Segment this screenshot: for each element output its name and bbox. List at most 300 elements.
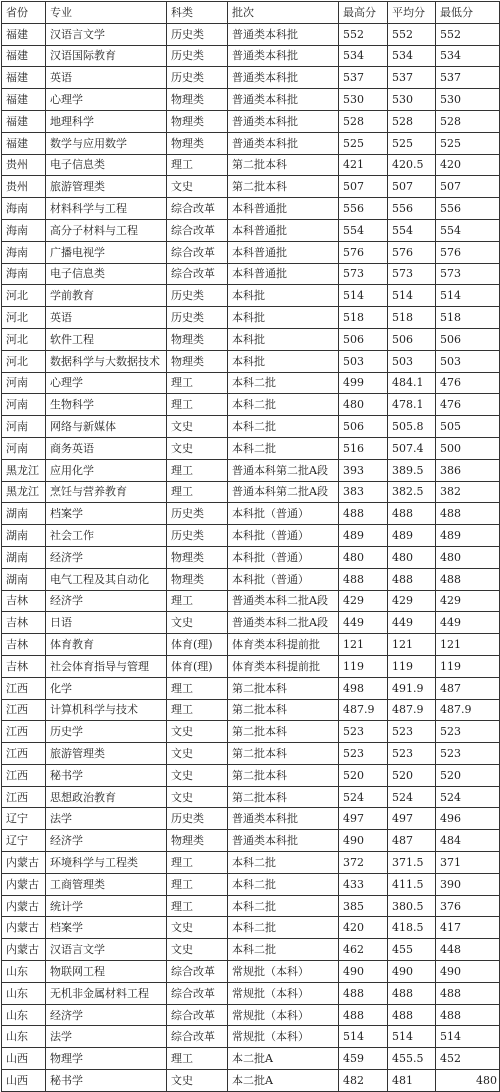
cell-category: 文史 xyxy=(167,743,228,765)
cell-max-score: 119 xyxy=(339,655,388,677)
cell-major: 经济学 xyxy=(46,590,167,612)
cell-avg-score: 505.8 xyxy=(388,416,436,438)
cell-min-score: 525 xyxy=(436,132,500,154)
cell-category: 物理类 xyxy=(167,89,228,111)
cell-category: 理工 xyxy=(167,481,228,503)
table-row xyxy=(2,154,500,176)
cell-min-score: 420 xyxy=(436,154,500,176)
cell-major: 商务英语 xyxy=(46,437,167,459)
cell-category: 物理类 xyxy=(167,830,228,852)
cell-category: 历史类 xyxy=(167,285,228,307)
header-category: 科类 xyxy=(167,2,228,24)
table-row xyxy=(2,219,500,241)
cell-min-score: 429 xyxy=(436,590,500,612)
cell-batch: 本科批（普通） xyxy=(228,503,339,525)
cell-min-score: 417 xyxy=(436,917,500,939)
cell-min-score: 514 xyxy=(436,1026,500,1048)
cell-max-score: 480 xyxy=(339,394,388,416)
table-row xyxy=(2,895,500,917)
cell-batch: 常规批（本科） xyxy=(228,961,339,983)
cell-avg-score: 488 xyxy=(388,503,436,525)
cell-batch: 普通类本科二批A段 xyxy=(228,612,339,634)
cell-category: 理工 xyxy=(167,852,228,874)
table-row xyxy=(2,1070,500,1092)
cell-category: 文史 xyxy=(167,917,228,939)
cell-max-score: 487.9 xyxy=(339,699,388,721)
cell-avg-score: 576 xyxy=(388,241,436,263)
cell-category: 历史类 xyxy=(167,45,228,67)
table-row xyxy=(2,525,500,547)
cell-major: 计算机科学与技术 xyxy=(46,699,167,721)
cell-batch: 第二批本科 xyxy=(228,176,339,198)
cell-avg-score: 556 xyxy=(388,198,436,220)
cell-major: 法学 xyxy=(46,808,167,830)
cell-min-score: 537 xyxy=(436,67,500,89)
cell-avg-score: 455.5 xyxy=(388,1048,436,1070)
cell-batch: 常规批（本科） xyxy=(228,1004,339,1026)
cell-avg-score: 489 xyxy=(388,525,436,547)
cell-province: 海南 xyxy=(2,219,46,241)
cell-batch: 第二批本科 xyxy=(228,721,339,743)
cell-avg-score: 121 xyxy=(388,634,436,656)
cell-category: 历史类 xyxy=(167,307,228,329)
cell-category: 历史类 xyxy=(167,67,228,89)
cell-category: 物理类 xyxy=(167,328,228,350)
cell-major: 旅游管理类 xyxy=(46,176,167,198)
cell-max-score: 385 xyxy=(339,895,388,917)
cell-category: 文史 xyxy=(167,176,228,198)
cell-max-score: 520 xyxy=(339,764,388,786)
cell-max-score: 121 xyxy=(339,634,388,656)
cell-max-score: 488 xyxy=(339,1004,388,1026)
cell-province: 山东 xyxy=(2,961,46,983)
cell-avg-score: 518 xyxy=(388,307,436,329)
table-row xyxy=(2,1048,500,1070)
cell-batch: 本科二批 xyxy=(228,372,339,394)
cell-batch: 本科普通批 xyxy=(228,241,339,263)
cell-min-score: 476 xyxy=(436,372,500,394)
cell-category: 物理类 xyxy=(167,546,228,568)
cell-batch: 本科批 xyxy=(228,285,339,307)
cell-max-score: 372 xyxy=(339,852,388,874)
cell-avg-score: 534 xyxy=(388,45,436,67)
cell-category: 体育(理) xyxy=(167,634,228,656)
cell-max-score: 573 xyxy=(339,263,388,285)
cell-min-score: 480 xyxy=(436,1070,500,1092)
cell-province: 江西 xyxy=(2,786,46,808)
cell-major: 经济学 xyxy=(46,830,167,852)
cell-major: 英语 xyxy=(46,67,167,89)
cell-major: 高分子材料与工程 xyxy=(46,219,167,241)
cell-max-score: 523 xyxy=(339,743,388,765)
cell-province: 福建 xyxy=(2,67,46,89)
table-row xyxy=(2,830,500,852)
cell-batch: 第二批本科 xyxy=(228,677,339,699)
cell-province: 内蒙古 xyxy=(2,852,46,874)
cell-major: 经济学 xyxy=(46,1004,167,1026)
cell-category: 物理类 xyxy=(167,350,228,372)
cell-avg-score: 507 xyxy=(388,176,436,198)
table-header xyxy=(2,2,500,24)
cell-max-score: 506 xyxy=(339,328,388,350)
cell-province: 内蒙古 xyxy=(2,917,46,939)
cell-avg-score: 503 xyxy=(388,350,436,372)
cell-min-score: 386 xyxy=(436,459,500,481)
cell-batch: 普通类本科批 xyxy=(228,808,339,830)
cell-batch: 本科批 xyxy=(228,350,339,372)
cell-major: 旅游管理类 xyxy=(46,743,167,765)
table-row xyxy=(2,416,500,438)
cell-max-score: 420 xyxy=(339,917,388,939)
cell-batch: 第二批本科 xyxy=(228,764,339,786)
cell-avg-score: 554 xyxy=(388,219,436,241)
cell-max-score: 499 xyxy=(339,372,388,394)
cell-batch: 普通类本科批 xyxy=(228,45,339,67)
cell-avg-score: 507.4 xyxy=(388,437,436,459)
cell-major: 法学 xyxy=(46,1026,167,1048)
table-row xyxy=(2,568,500,590)
cell-province: 河南 xyxy=(2,416,46,438)
cell-major: 心理学 xyxy=(46,372,167,394)
table-row xyxy=(2,546,500,568)
cell-province: 山东 xyxy=(2,1026,46,1048)
cell-avg-score: 537 xyxy=(388,67,436,89)
cell-batch: 体育类本科提前批 xyxy=(228,655,339,677)
table-body xyxy=(2,23,500,1091)
cell-province: 河南 xyxy=(2,394,46,416)
cell-max-score: 525 xyxy=(339,132,388,154)
cell-max-score: 556 xyxy=(339,198,388,220)
cell-max-score: 530 xyxy=(339,89,388,111)
cell-avg-score: 487.9 xyxy=(388,699,436,721)
cell-province: 吉林 xyxy=(2,655,46,677)
table-row xyxy=(2,67,500,89)
cell-max-score: 554 xyxy=(339,219,388,241)
cell-avg-score: 478.1 xyxy=(388,394,436,416)
cell-min-score: 518 xyxy=(436,307,500,329)
cell-max-score: 490 xyxy=(339,830,388,852)
cell-major: 秘书学 xyxy=(46,1070,167,1092)
cell-avg-score: 420.5 xyxy=(388,154,436,176)
cell-major: 数学与应用数学 xyxy=(46,132,167,154)
cell-province: 吉林 xyxy=(2,612,46,634)
table-row xyxy=(2,459,500,481)
cell-batch: 第二批本科 xyxy=(228,743,339,765)
cell-category: 理工 xyxy=(167,154,228,176)
cell-min-score: 530 xyxy=(436,89,500,111)
table-row xyxy=(2,350,500,372)
cell-province: 贵州 xyxy=(2,154,46,176)
cell-major: 工商管理类 xyxy=(46,873,167,895)
header-avg-score: 平均分 xyxy=(388,2,436,24)
table-row xyxy=(2,503,500,525)
cell-batch: 本科普通批 xyxy=(228,219,339,241)
cell-min-score: 448 xyxy=(436,939,500,961)
cell-province: 山西 xyxy=(2,1070,46,1092)
cell-province: 福建 xyxy=(2,132,46,154)
table-row xyxy=(2,961,500,983)
table-row xyxy=(2,634,500,656)
table-row xyxy=(2,1026,500,1048)
cell-batch: 本科二批 xyxy=(228,873,339,895)
cell-major: 历史学 xyxy=(46,721,167,743)
cell-batch: 本二批A xyxy=(228,1070,339,1092)
cell-max-score: 514 xyxy=(339,1026,388,1048)
cell-major: 汉语国际教育 xyxy=(46,45,167,67)
cell-province: 湖南 xyxy=(2,546,46,568)
cell-province: 黑龙江 xyxy=(2,481,46,503)
cell-batch: 本二批A xyxy=(228,1048,339,1070)
cell-min-score: 371 xyxy=(436,852,500,874)
cell-min-score: 506 xyxy=(436,328,500,350)
cell-avg-score: 497 xyxy=(388,808,436,830)
cell-category: 物理类 xyxy=(167,132,228,154)
cell-avg-score: 514 xyxy=(388,1026,436,1048)
cell-avg-score: 514 xyxy=(388,285,436,307)
cell-avg-score: 371.5 xyxy=(388,852,436,874)
cell-category: 综合改革 xyxy=(167,1026,228,1048)
table-row xyxy=(2,721,500,743)
cell-category: 文史 xyxy=(167,721,228,743)
cell-major: 应用化学 xyxy=(46,459,167,481)
cell-avg-score: 523 xyxy=(388,743,436,765)
cell-avg-score: 520 xyxy=(388,764,436,786)
cell-min-score: 390 xyxy=(436,873,500,895)
cell-batch: 第二批本科 xyxy=(228,154,339,176)
cell-major: 电子信息类 xyxy=(46,263,167,285)
cell-province: 内蒙古 xyxy=(2,895,46,917)
cell-category: 理工 xyxy=(167,372,228,394)
table-row xyxy=(2,132,500,154)
cell-min-score: 556 xyxy=(436,198,500,220)
cell-batch: 常规批（本科） xyxy=(228,982,339,1004)
cell-category: 历史类 xyxy=(167,808,228,830)
cell-major: 英语 xyxy=(46,307,167,329)
cell-avg-score: 552 xyxy=(388,23,436,45)
cell-batch: 本科批 xyxy=(228,328,339,350)
cell-max-score: 576 xyxy=(339,241,388,263)
cell-max-score: 537 xyxy=(339,67,388,89)
cell-batch: 本科二批 xyxy=(228,394,339,416)
cell-category: 综合改革 xyxy=(167,961,228,983)
cell-max-score: 383 xyxy=(339,481,388,503)
cell-max-score: 506 xyxy=(339,416,388,438)
cell-province: 内蒙古 xyxy=(2,939,46,961)
cell-major: 汉语言文学 xyxy=(46,939,167,961)
table-row xyxy=(2,743,500,765)
cell-category: 理工 xyxy=(167,895,228,917)
cell-major: 电子信息类 xyxy=(46,154,167,176)
table-row xyxy=(2,23,500,45)
cell-batch: 普通类本科批 xyxy=(228,110,339,132)
table-row xyxy=(2,328,500,350)
cell-max-score: 552 xyxy=(339,23,388,45)
cell-min-score: 576 xyxy=(436,241,500,263)
cell-category: 综合改革 xyxy=(167,198,228,220)
cell-min-score: 573 xyxy=(436,263,500,285)
table-row xyxy=(2,307,500,329)
cell-batch: 本科普通批 xyxy=(228,263,339,285)
cell-major: 软件工程 xyxy=(46,328,167,350)
cell-major: 生物科学 xyxy=(46,394,167,416)
cell-category: 文史 xyxy=(167,1070,228,1092)
cell-category: 文史 xyxy=(167,437,228,459)
cell-category: 历史类 xyxy=(167,23,228,45)
cell-province: 辽宁 xyxy=(2,830,46,852)
cell-min-score: 503 xyxy=(436,350,500,372)
cell-batch: 第二批本科 xyxy=(228,786,339,808)
cell-min-score: 514 xyxy=(436,285,500,307)
cell-category: 综合改革 xyxy=(167,263,228,285)
table-row xyxy=(2,481,500,503)
cell-avg-score: 484.1 xyxy=(388,372,436,394)
cell-batch: 常规批（本科） xyxy=(228,1026,339,1048)
cell-major: 电气工程及其自动化 xyxy=(46,568,167,590)
cell-category: 理工 xyxy=(167,873,228,895)
cell-max-score: 489 xyxy=(339,525,388,547)
cell-avg-score: 490 xyxy=(388,961,436,983)
cell-major: 社会体育指导与管理 xyxy=(46,655,167,677)
cell-major: 思想政治教育 xyxy=(46,786,167,808)
cell-avg-score: 523 xyxy=(388,721,436,743)
cell-batch: 本科普通批 xyxy=(228,198,339,220)
cell-max-score: 534 xyxy=(339,45,388,67)
cell-max-score: 518 xyxy=(339,307,388,329)
cell-avg-score: 528 xyxy=(388,110,436,132)
table-row xyxy=(2,437,500,459)
cell-province: 内蒙古 xyxy=(2,873,46,895)
cell-category: 理工 xyxy=(167,590,228,612)
cell-province: 吉林 xyxy=(2,590,46,612)
cell-major: 物理学 xyxy=(46,1048,167,1070)
cell-category: 理工 xyxy=(167,677,228,699)
cell-major: 无机非金属材料工程 xyxy=(46,982,167,1004)
table-row xyxy=(2,808,500,830)
cell-min-score: 452 xyxy=(436,1048,500,1070)
table-row xyxy=(2,394,500,416)
cell-batch: 体育类本科提前批 xyxy=(228,634,339,656)
cell-batch: 普通本科第二批A段 xyxy=(228,481,339,503)
cell-max-score: 459 xyxy=(339,1048,388,1070)
cell-major: 档案学 xyxy=(46,503,167,525)
header-batch: 批次 xyxy=(228,2,339,24)
admission-scores-table xyxy=(1,1,500,1092)
cell-category: 物理类 xyxy=(167,568,228,590)
cell-avg-score: 530 xyxy=(388,89,436,111)
cell-major: 秘书学 xyxy=(46,764,167,786)
cell-avg-score: 411.5 xyxy=(388,873,436,895)
cell-batch: 本科批 xyxy=(228,307,339,329)
cell-category: 综合改革 xyxy=(167,1004,228,1026)
cell-province: 河北 xyxy=(2,328,46,350)
header-min-score: 最低分 xyxy=(436,2,500,24)
cell-max-score: 528 xyxy=(339,110,388,132)
table-row xyxy=(2,655,500,677)
cell-batch: 普通类本科二批A段 xyxy=(228,590,339,612)
cell-max-score: 523 xyxy=(339,721,388,743)
cell-max-score: 488 xyxy=(339,568,388,590)
table-row xyxy=(2,852,500,874)
cell-batch: 普通类本科批 xyxy=(228,132,339,154)
cell-category: 文史 xyxy=(167,939,228,961)
cell-province: 海南 xyxy=(2,198,46,220)
cell-min-score: 505 xyxy=(436,416,500,438)
cell-min-score: 552 xyxy=(436,23,500,45)
cell-max-score: 480 xyxy=(339,546,388,568)
cell-min-score: 507 xyxy=(436,176,500,198)
cell-min-score: 119 xyxy=(436,655,500,677)
cell-avg-score: 524 xyxy=(388,786,436,808)
cell-max-score: 503 xyxy=(339,350,388,372)
header-major: 专业 xyxy=(46,2,167,24)
cell-major: 地理科学 xyxy=(46,110,167,132)
cell-batch: 普通类本科批 xyxy=(228,67,339,89)
cell-category: 综合改革 xyxy=(167,982,228,1004)
table-row xyxy=(2,982,500,1004)
cell-province: 江西 xyxy=(2,699,46,721)
cell-batch: 第二批本科 xyxy=(228,699,339,721)
table-row xyxy=(2,612,500,634)
cell-min-score: 484 xyxy=(436,830,500,852)
cell-province: 江西 xyxy=(2,764,46,786)
table-row xyxy=(2,764,500,786)
cell-min-score: 488 xyxy=(436,982,500,1004)
cell-avg-score: 481 xyxy=(388,1070,436,1092)
cell-min-score: 520 xyxy=(436,764,500,786)
table-row xyxy=(2,110,500,132)
table-row xyxy=(2,699,500,721)
table-row xyxy=(2,786,500,808)
cell-province: 海南 xyxy=(2,241,46,263)
cell-min-score: 488 xyxy=(436,568,500,590)
cell-avg-score: 488 xyxy=(388,1004,436,1026)
cell-batch: 本科二批 xyxy=(228,852,339,874)
cell-major: 广播电视学 xyxy=(46,241,167,263)
cell-avg-score: 418.5 xyxy=(388,917,436,939)
table-row xyxy=(2,241,500,263)
cell-batch: 本科二批 xyxy=(228,895,339,917)
cell-major: 社会工作 xyxy=(46,525,167,547)
cell-category: 综合改革 xyxy=(167,219,228,241)
cell-province: 福建 xyxy=(2,89,46,111)
cell-province: 福建 xyxy=(2,23,46,45)
cell-avg-score: 389.5 xyxy=(388,459,436,481)
cell-max-score: 433 xyxy=(339,873,388,895)
cell-province: 江西 xyxy=(2,721,46,743)
cell-max-score: 482 xyxy=(339,1070,388,1092)
cell-min-score: 476 xyxy=(436,394,500,416)
cell-max-score: 498 xyxy=(339,677,388,699)
cell-category: 文史 xyxy=(167,786,228,808)
cell-province: 河北 xyxy=(2,307,46,329)
cell-category: 理工 xyxy=(167,699,228,721)
cell-major: 物联网工程 xyxy=(46,961,167,983)
cell-min-score: 487 xyxy=(436,677,500,699)
cell-category: 理工 xyxy=(167,394,228,416)
table-row xyxy=(2,372,500,394)
cell-major: 环境科学与工程类 xyxy=(46,852,167,874)
cell-max-score: 393 xyxy=(339,459,388,481)
cell-min-score: 490 xyxy=(436,961,500,983)
cell-batch: 本科批（普通） xyxy=(228,568,339,590)
cell-category: 体育(理) xyxy=(167,655,228,677)
cell-province: 辽宁 xyxy=(2,808,46,830)
cell-batch: 普通类本科批 xyxy=(228,23,339,45)
table-row xyxy=(2,1004,500,1026)
cell-max-score: 429 xyxy=(339,590,388,612)
cell-max-score: 449 xyxy=(339,612,388,634)
cell-min-score: 523 xyxy=(436,743,500,765)
